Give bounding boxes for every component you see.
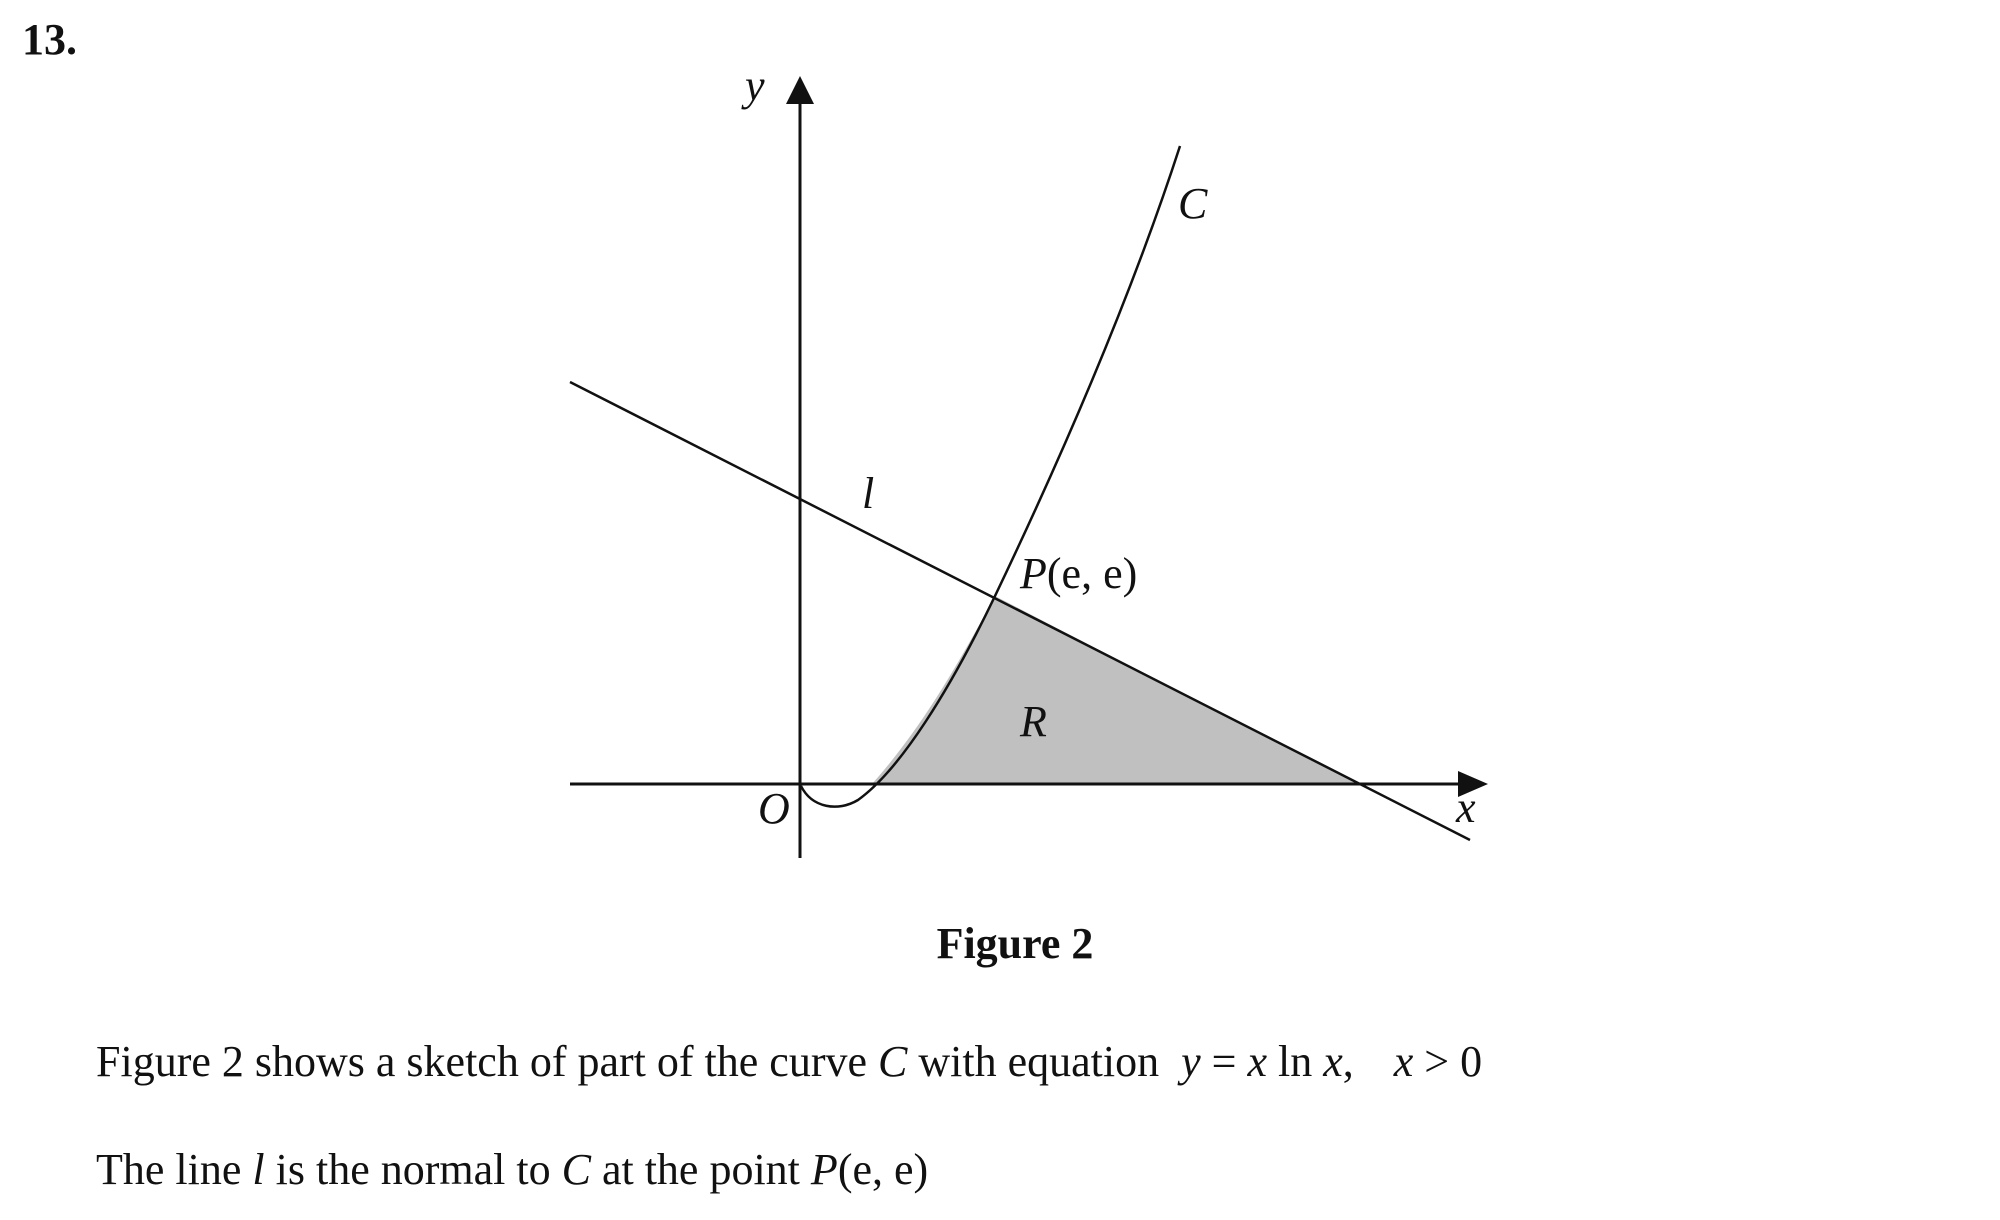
region-r-label: R bbox=[1020, 697, 1047, 746]
point-p-name: P bbox=[1020, 549, 1047, 598]
origin-label: O bbox=[758, 784, 790, 833]
condition-rest: > 0 bbox=[1413, 1037, 1483, 1086]
para1-text-after: with equation bbox=[907, 1037, 1160, 1086]
point-p-coords: (e, e) bbox=[1046, 549, 1138, 598]
para2-line: l bbox=[252, 1145, 265, 1194]
y-axis-arrowhead bbox=[786, 76, 814, 104]
x-axis-label: x bbox=[1456, 783, 1476, 832]
equation-x1: x bbox=[1247, 1037, 1267, 1086]
condition-x: x bbox=[1393, 1037, 1414, 1086]
y-axis-label: y bbox=[745, 61, 765, 110]
para2-text-mid: is the normal to bbox=[264, 1145, 562, 1194]
para2-curve: C bbox=[561, 1145, 591, 1194]
curve-c-label: C bbox=[1178, 179, 1208, 228]
equation-y: y bbox=[1181, 1037, 1201, 1086]
para1-curve: C bbox=[878, 1037, 908, 1086]
question-number: 13. bbox=[22, 15, 77, 64]
line-l-label: l bbox=[862, 469, 875, 518]
para2-text-before: The line bbox=[96, 1145, 253, 1194]
paragraph-curve-equation bbox=[96, 1037, 1483, 1086]
figure-caption: Figure 2 bbox=[936, 919, 1094, 968]
equation-x2: x bbox=[1323, 1037, 1343, 1086]
equation-comma: , bbox=[1342, 1037, 1354, 1086]
para2-point: P bbox=[810, 1145, 838, 1194]
paragraph-normal-line bbox=[96, 1145, 929, 1194]
para1-text-before: Figure 2 shows a sketch of part of the curve bbox=[96, 1037, 879, 1086]
point-p-label bbox=[1019, 549, 1137, 598]
equation-ln: ln bbox=[1267, 1037, 1324, 1086]
para2-text-mid2: at the point bbox=[590, 1145, 811, 1194]
para2-coords: (e, e) bbox=[837, 1145, 929, 1194]
equation-equals: = bbox=[1200, 1037, 1248, 1086]
